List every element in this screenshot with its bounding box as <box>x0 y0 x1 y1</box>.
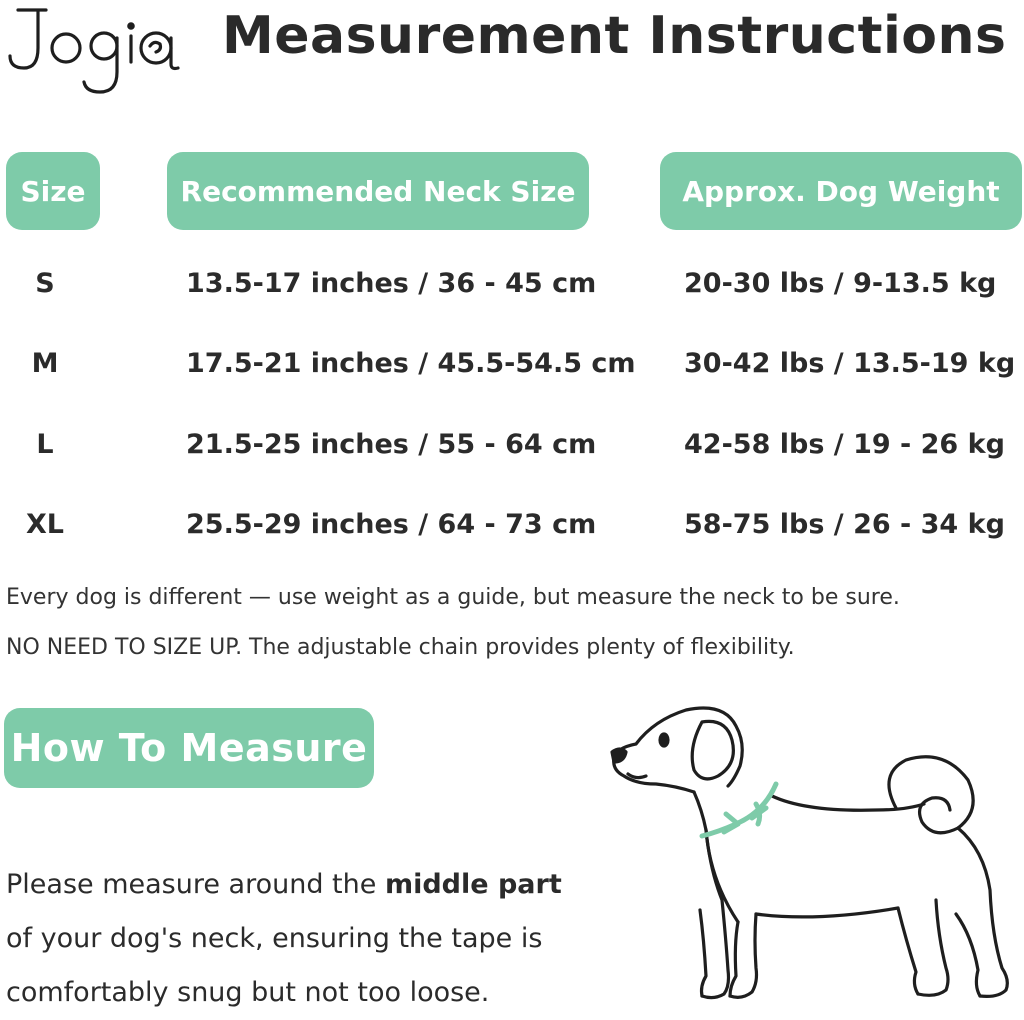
note-line-2: NO NEED TO SIZE UP. The adjustable chain provides plenty of flexibility. <box>6 635 795 660</box>
measure-arrow-icon <box>702 784 776 836</box>
weight-cell: 30-42 lbs / 13.5-19 kg <box>684 348 1016 379</box>
instructions-text-start: Please measure around the <box>6 869 385 900</box>
neck-size-cell: 13.5-17 inches / 36 - 45 cm <box>186 268 597 299</box>
header-dog-weight: Approx. Dog Weight <box>660 152 1022 230</box>
table-row <box>0 334 1024 394</box>
weight-cell: 42-58 lbs / 19 - 26 kg <box>684 429 1005 460</box>
header-neck-size: Recommended Neck Size <box>167 152 589 230</box>
size-cell: S <box>35 268 55 299</box>
dog-outline-icon <box>606 700 1020 1010</box>
table-row <box>0 254 1024 314</box>
brand-logo <box>4 2 186 98</box>
instructions-emphasis: middle part <box>384 869 562 900</box>
neck-size-cell: 25.5-29 inches / 64 - 73 cm <box>186 509 597 540</box>
note-line-1: Every dog is different — use weight as a guide, but measure the neck to be sure. <box>6 585 900 610</box>
neck-size-cell: 17.5-21 inches / 45.5-54.5 cm <box>186 348 636 379</box>
header-size: Size <box>6 152 100 230</box>
instructions-text-end: of your dog's neck, ensuring the tape is comfortably snug but not too loose. <box>6 923 543 1008</box>
how-to-measure-heading: How To Measure <box>4 708 374 788</box>
size-cell: L <box>36 429 54 460</box>
page-title: Measurement Instructions <box>222 6 1007 66</box>
size-cell: XL <box>25 509 65 540</box>
table-row <box>0 495 1024 555</box>
weight-cell: 20-30 lbs / 9-13.5 kg <box>684 268 997 299</box>
measure-instructions <box>6 858 586 1020</box>
neck-size-cell: 21.5-25 inches / 55 - 64 cm <box>186 429 597 460</box>
size-cell: M <box>31 348 59 379</box>
weight-cell: 58-75 lbs / 26 - 34 kg <box>684 509 1005 540</box>
table-row <box>0 415 1024 475</box>
